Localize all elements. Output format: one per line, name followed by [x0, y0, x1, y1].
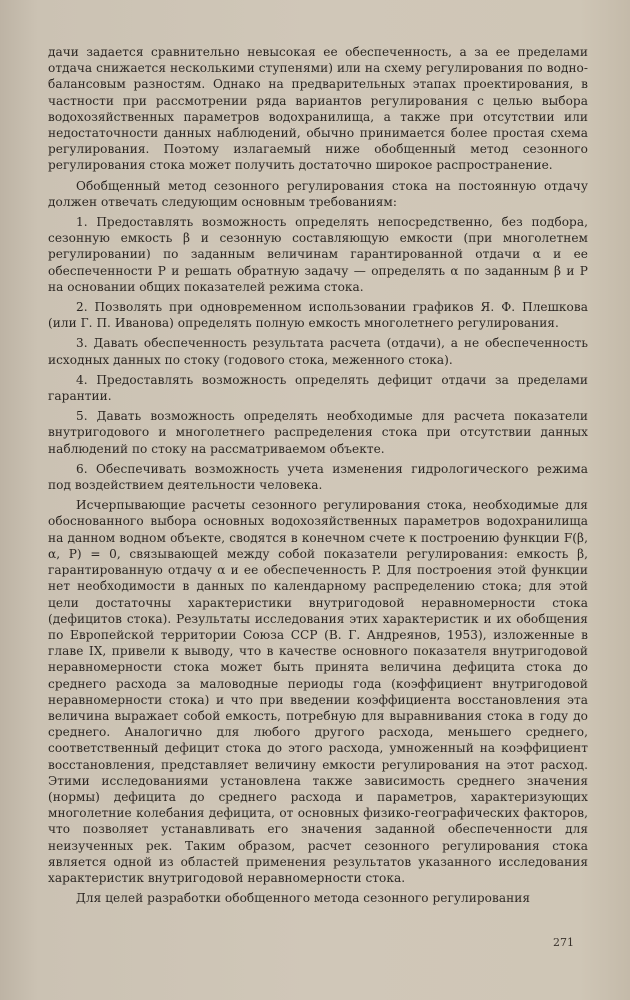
text-column	[48, 44, 588, 906]
paragraph-calculations: Исчерпывающие расчеты сезонного регулирования стока, необходимые для обоснованного выбора основных водохозяйственных параметров водохранилища на данном водном объекте, сводятся в конечном счете к построению функции F(β, α, P) = 0, связывающей между собой показатели регулирования: емкость β, гарантированную отдачу α и ее обеспеченность P. Для построения этой функции нет необходимости в данных по календарному распределению стока; для этой цели достаточны характеристики внутригодовой неравномерности стока (дефицитов стока). Результаты исследования этих характеристик и их обобщения по Европейской территории Союза ССР (В. Г. Андреянов, 1953), изложенные в главе IX, привели к выводу, что в качестве основного показателя внутригодовой неравномерности стока может быть принята величина дефицита стока до среднего расхода за маловодные периоды года (коэффициент внутригодовой неравномерности стока) и что при введении коэффициента восстановления эта величина выражает собой емкость, потребную для выравнивания стока в году до среднего. Аналогично для любого другого расхода, меньшего среднего, соответственный дефицит стока до этого расхода, умноженный на коэффициент восстановления, представляет величину емкости регулирования на этот расход. Этими исследованиями установлена также зависимость среднего значения (нормы) дефицита до среднего расхода и параметров, характеризующих многолетние колебания дефицита, от основных физико-географических факторов, что позволяет устанавливать его значения заданной обеспеченности для неизученных рек. Таким образом, расчет сезонного регулирования стока является одной из областей применения результатов указанного исследования характеристик внутригодовой неравномерности стока.	[48, 498, 588, 885]
paragraph-method-intro: Обобщенный метод сезонного регулирования стока на постоянную отдачу должен отвечать следующим основным требованиям:	[48, 178, 588, 209]
paragraph-final: Для целей разработки обобщенного метода сезонного регулирования	[76, 891, 531, 906]
requirement-2: 2. Позволять при одновременном использовании графиков Я. Ф. Плешкова (или Г. П. Иванова) определять полную емкость многолетнего регулирования.	[48, 300, 588, 331]
requirement-6: 6. Обеспечивать возможность учета изменения гидрологического режима под воздействием деятельности человека.	[48, 461, 588, 493]
requirement-3: 3. Давать обеспеченность результата расчета (отдачи), а не обеспеченность исходных данных по стоку (годового стока, меженного стока).	[48, 336, 588, 367]
requirement-5: 5. Давать возможность определять необходимые для расчета показатели внутригодового и многолетнего распределения стока при отсутствии данных наблюдений по стоку на рассматриваемом объекте.	[48, 409, 588, 456]
paragraph-continued: дачи задается сравнительно невысокая ее обеспеченность, а за ее пределами отдача снижается несколькими ступенями) или на схему регулирования по воднобалансовым разностям. Однако на предварительных этапах проектирования, в частности при рассмотрении ряда вариантов регулирования с целью выбора водохозяйственных параметров водохранилища, а также при отсутствии или недостаточности данных наблюдений, обычно принимается более простая схема регулирования. Поэтому излагаемый ниже обобщенный метод сезонного регулирования стока может получить достаточно широкое распространение.	[48, 45, 588, 173]
requirement-1: 1. Предоставлять возможность определять непосредственно, без подбора, сезонную емкость β и сезонную составляющую емкости (при многолетнем регулировании) по заданным величинам гарантированной отдачи α и ее обеспеченности P и решать обратную задачу — определять α по заданным β и P на основании общих показателей режима стока.	[48, 215, 588, 294]
page-number: 271	[553, 936, 574, 949]
requirement-4: 4. Предоставлять возможность определять дефицит отдачи за пределами гарантии.	[48, 372, 588, 404]
